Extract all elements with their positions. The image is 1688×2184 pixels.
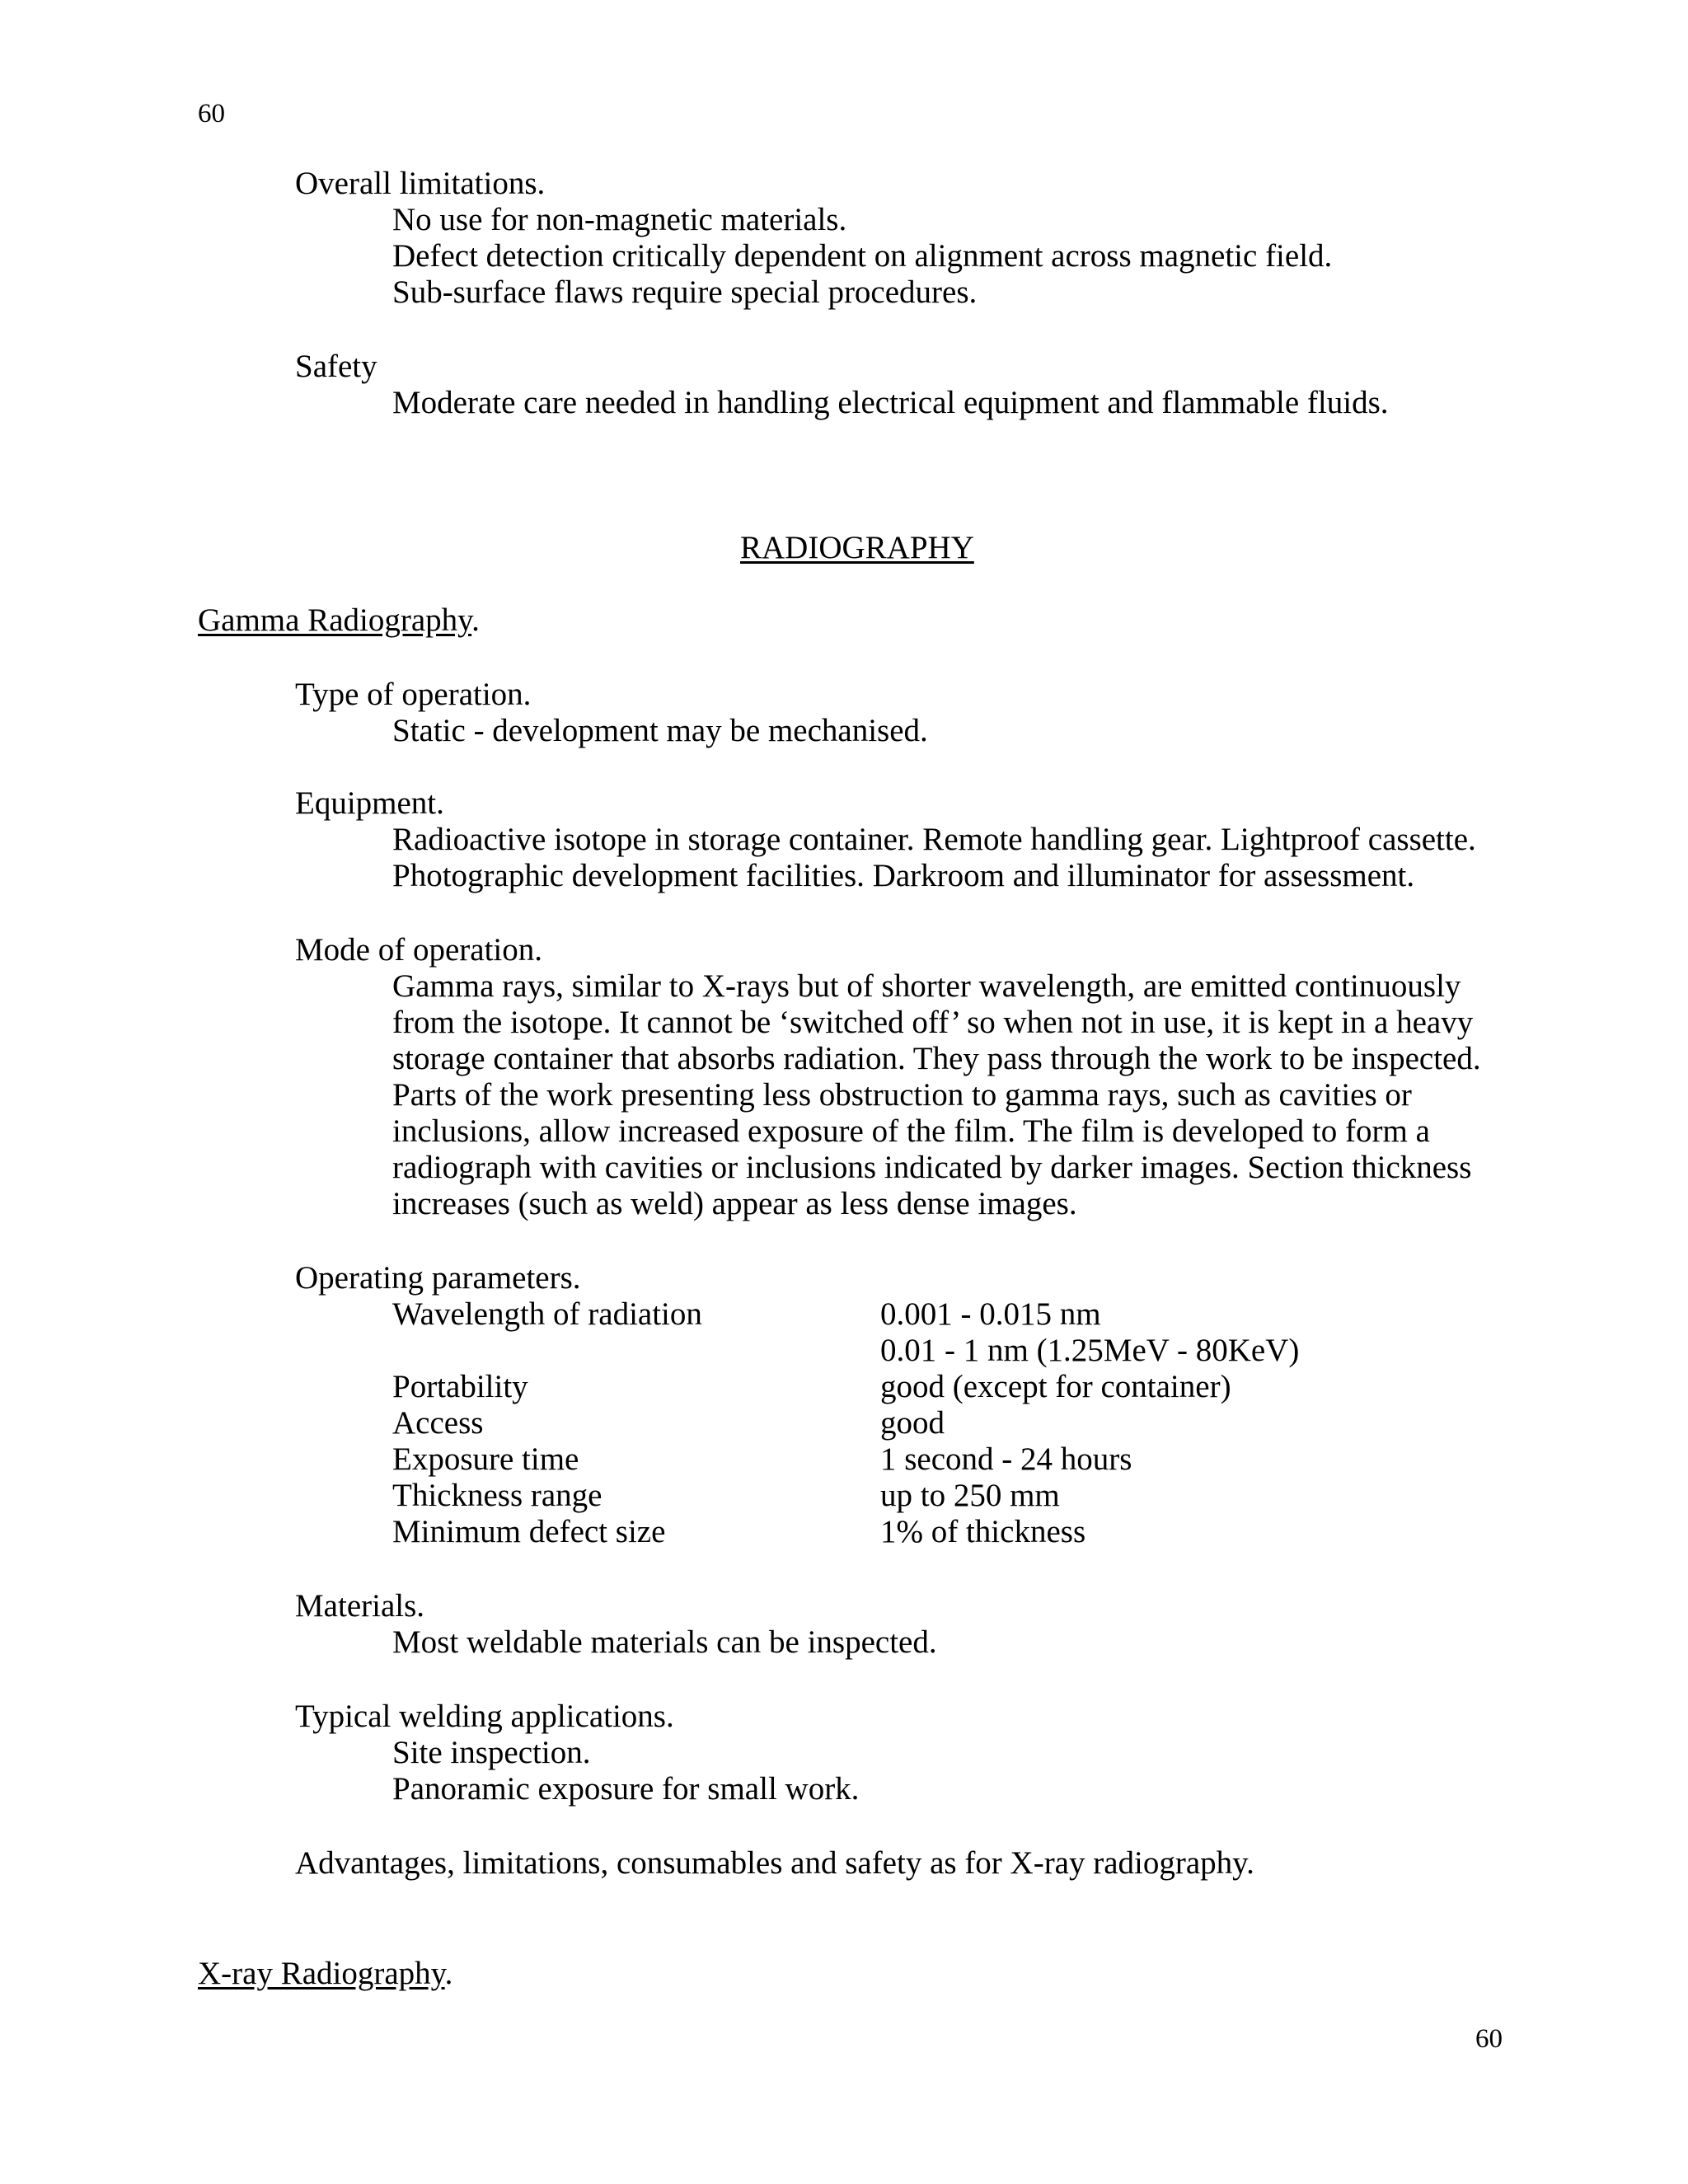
typical-applications-heading: Typical welding applications. [295, 1699, 674, 1734]
parameter-label: Access [392, 1405, 484, 1441]
mode-of-operation-line: from the isotope. It cannot be ‘switched off’ so when not in use, it is kept in a heavy [392, 1005, 1474, 1040]
equipment-heading: Equipment. [295, 785, 444, 821]
parameter-value: up to 250 mm [880, 1478, 1060, 1513]
mode-of-operation-line: increases (such as weld) appear as less dense images. [392, 1186, 1077, 1221]
materials-heading: Materials. [295, 1588, 425, 1624]
type-of-operation-heading: Type of operation. [295, 677, 532, 712]
type-of-operation-line: Static - development may be mechanised. [392, 713, 928, 748]
materials-line: Most weldable materials can be inspected. [392, 1624, 937, 1660]
page-number-top: 60 [198, 99, 225, 129]
section-title: RADIOGRAPHY [740, 530, 974, 565]
overall-limitations-line: No use for non-magnetic materials. [392, 202, 847, 237]
gamma-radiography-title-suffix: . [471, 602, 480, 638]
typical-applications-line: Site inspection. [392, 1735, 591, 1770]
parameter-label: Thickness range [392, 1478, 603, 1513]
safety-line: Moderate care needed in handling electrical equipment and flammable fluids. [392, 385, 1389, 420]
xray-radiography-title-text: X-ray Radiography [198, 1956, 445, 1991]
typical-applications-line: Panoramic exposure for small work. [392, 1771, 860, 1807]
mode-of-operation-line: storage container that absorbs radiation. They pass through the work to be inspected. [392, 1041, 1481, 1076]
parameter-label: Minimum defect size [392, 1514, 666, 1549]
overall-limitations-heading: Overall limitations. [295, 166, 546, 201]
parameter-value: 0.001 - 0.015 nm [880, 1296, 1101, 1332]
mode-of-operation-heading: Mode of operation. [295, 932, 543, 968]
mode-of-operation-line: inclusions, allow increased exposure of the film. The film is developed to form a [392, 1113, 1430, 1149]
gamma-radiography-title [198, 602, 480, 639]
overall-limitations-line: Defect detection critically dependent on alignment across magnetic field. [392, 238, 1333, 274]
operating-parameters-heading: Operating parameters. [295, 1260, 581, 1296]
xray-radiography-title-suffix: . [444, 1956, 453, 1991]
overall-limitations-line: Sub-surface flaws require special procedures. [392, 274, 978, 310]
equipment-line: Photographic development facilities. Darkroom and illuminator for assessment. [392, 858, 1415, 893]
parameter-label: Portability [392, 1369, 528, 1404]
advantages-note: Advantages, limitations, consumables and safety as for X-ray radiography. [295, 1845, 1254, 1881]
safety-heading: Safety [295, 349, 377, 384]
parameter-label: Exposure time [392, 1441, 579, 1477]
parameter-value: 1% of thickness [880, 1514, 1086, 1549]
parameter-value: good (except for container) [880, 1369, 1231, 1404]
parameter-value: 0.01 - 1 nm (1.25MeV - 80KeV) [880, 1333, 1300, 1368]
equipment-line: Radioactive isotope in storage container. Remote handling gear. Lightproof cassette. [392, 822, 1476, 857]
parameter-value: good [880, 1405, 945, 1441]
parameter-value: 1 second - 24 hours [880, 1441, 1132, 1477]
mode-of-operation-line: Parts of the work presenting less obstruction to gamma rays, such as cavities or [392, 1077, 1412, 1113]
mode-of-operation-line: radiograph with cavities or inclusions indicated by darker images. Section thickness [392, 1150, 1472, 1185]
gamma-radiography-title-text: Gamma Radiography [198, 602, 472, 638]
xray-radiography-title [198, 1955, 452, 1992]
parameter-label: Wavelength of radiation [392, 1296, 702, 1332]
mode-of-operation-line: Gamma rays, similar to X-rays but of shorter wavelength, are emitted continuously [392, 968, 1461, 1004]
page-number-bottom: 60 [1475, 2024, 1503, 2054]
